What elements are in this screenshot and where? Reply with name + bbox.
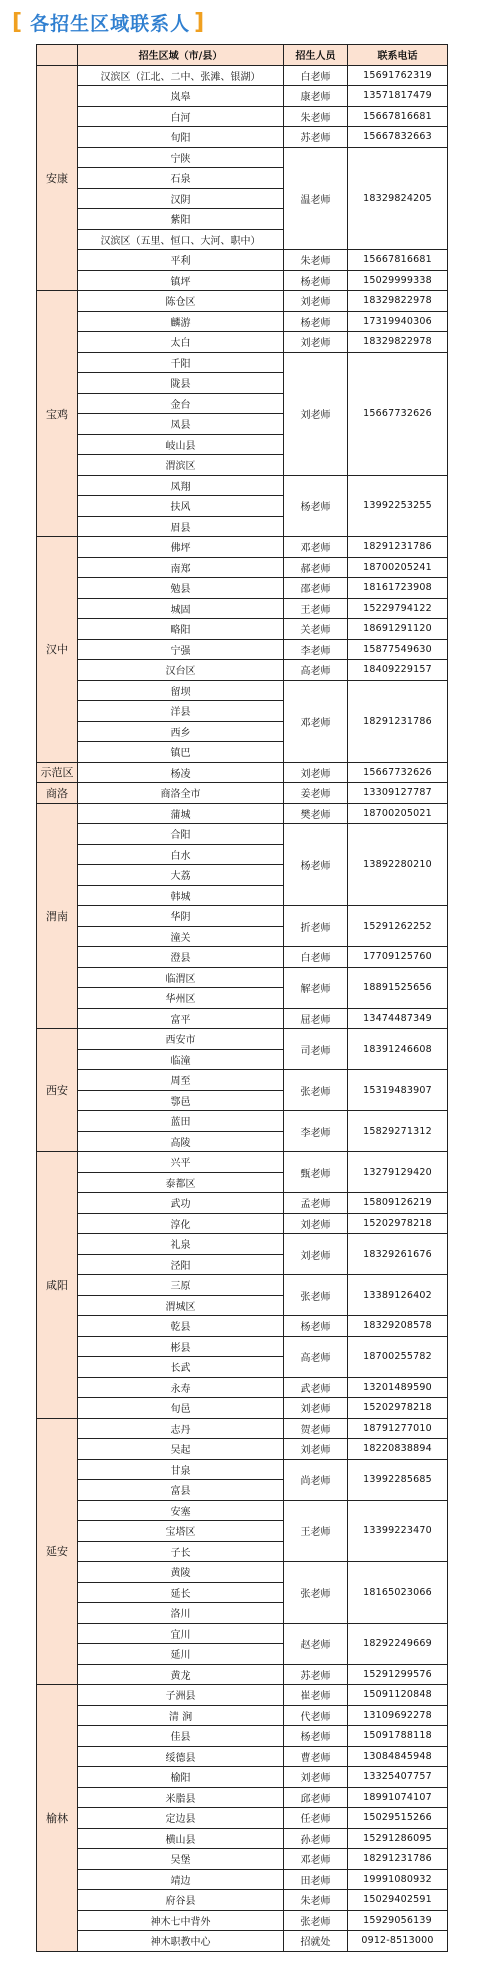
table-row [37, 475, 448, 496]
phone-cell: 15091788118 [348, 1726, 448, 1747]
table-row [37, 1910, 448, 1931]
person-cell: 解老师 [284, 967, 348, 1008]
person-cell: 苏老师 [284, 127, 348, 148]
person-cell: 刘老师 [284, 1767, 348, 1788]
person-cell: 张老师 [284, 1562, 348, 1624]
person-cell: 杨老师 [284, 270, 348, 291]
table-row [37, 1213, 448, 1234]
person-cell: 白老师 [284, 65, 348, 86]
area-cell: 城固 [78, 598, 284, 619]
person-cell: 刘老师 [284, 352, 348, 475]
area-cell: 宝塔区 [78, 1521, 284, 1542]
area-cell: 三原 [78, 1275, 284, 1296]
area-cell: 临潼 [78, 1049, 284, 1070]
phone-cell: 18329208578 [348, 1316, 448, 1337]
table-row [37, 598, 448, 619]
person-cell: 邓老师 [284, 537, 348, 558]
table-row [37, 1234, 448, 1255]
phone-cell: 15291286095 [348, 1828, 448, 1849]
page-title: 各招生区域联系人 [30, 12, 191, 35]
region-name: 安康 [37, 65, 78, 291]
header-province-corner [37, 45, 78, 66]
person-cell: 白老师 [284, 947, 348, 968]
area-cell: 渭滨区 [78, 455, 284, 476]
region-name: 延安 [37, 1418, 78, 1685]
table-row [37, 1685, 448, 1706]
area-cell: 宁强 [78, 639, 284, 660]
area-cell: 留坝 [78, 680, 284, 701]
phone-cell: 18291231786 [348, 1849, 448, 1870]
phone-cell: 13892280210 [348, 824, 448, 906]
area-cell: 清 涧 [78, 1705, 284, 1726]
person-cell: 高老师 [284, 660, 348, 681]
table-row [37, 1152, 448, 1173]
table-row [37, 578, 448, 599]
area-cell: 富县 [78, 1480, 284, 1501]
phone-cell: 18700205021 [348, 803, 448, 824]
area-cell: 凤翔 [78, 475, 284, 496]
area-cell: 金台 [78, 393, 284, 414]
person-cell: 杨老师 [284, 824, 348, 906]
phone-cell: 19991080932 [348, 1869, 448, 1890]
person-cell: 杨老师 [284, 475, 348, 537]
table-row [37, 1275, 448, 1296]
person-cell: 郝老师 [284, 557, 348, 578]
phone-cell: 15877549630 [348, 639, 448, 660]
person-cell: 赵老师 [284, 1623, 348, 1664]
person-cell: 崔老师 [284, 1685, 348, 1706]
area-cell: 周至 [78, 1070, 284, 1091]
area-cell: 府谷县 [78, 1890, 284, 1911]
region-name: 宝鸡 [37, 291, 78, 537]
area-cell: 华州区 [78, 988, 284, 1009]
phone-cell: 13279129420 [348, 1152, 448, 1193]
person-cell: 高老师 [284, 1336, 348, 1377]
header-phone: 联系电话 [348, 45, 448, 66]
title-left-bracket: [ [12, 9, 23, 35]
person-cell: 朱老师 [284, 1890, 348, 1911]
phone-cell: 15202978218 [348, 1213, 448, 1234]
table-row [37, 906, 448, 927]
table-row [37, 1623, 448, 1644]
phone-cell: 13571817479 [348, 86, 448, 107]
phone-cell: 0912-8513000 [348, 1931, 448, 1952]
area-cell: 绥德县 [78, 1746, 284, 1767]
area-cell: 临渭区 [78, 967, 284, 988]
phone-cell: 15691762319 [348, 65, 448, 86]
contact-table-body [37, 65, 448, 1951]
area-cell: 西乡 [78, 721, 284, 742]
person-cell: 刘老师 [284, 1213, 348, 1234]
area-cell: 子洲县 [78, 1685, 284, 1706]
area-cell: 鄠邑 [78, 1090, 284, 1111]
table-row [37, 127, 448, 148]
area-cell: 石泉 [78, 168, 284, 189]
area-cell: 佛坪 [78, 537, 284, 558]
person-cell: 邓老师 [284, 1849, 348, 1870]
area-cell: 甘泉 [78, 1459, 284, 1480]
person-cell: 朱老师 [284, 106, 348, 127]
person-cell: 张老师 [284, 1070, 348, 1111]
person-cell: 刘老师 [284, 762, 348, 783]
phone-cell: 18700255782 [348, 1336, 448, 1377]
phone-cell: 13309127787 [348, 783, 448, 804]
area-cell: 礼泉 [78, 1234, 284, 1255]
phone-cell: 18329822978 [348, 291, 448, 312]
area-cell: 定边县 [78, 1808, 284, 1829]
area-cell: 吴堡 [78, 1849, 284, 1870]
table-row [37, 65, 448, 86]
phone-cell: 18329261676 [348, 1234, 448, 1275]
phone-cell: 15202978218 [348, 1398, 448, 1419]
area-cell: 勉县 [78, 578, 284, 599]
person-cell: 刘老师 [284, 1439, 348, 1460]
area-cell: 紫阳 [78, 209, 284, 230]
person-cell: 刘老师 [284, 291, 348, 312]
phone-cell: 15291262252 [348, 906, 448, 947]
area-cell: 华阴 [78, 906, 284, 927]
phone-cell: 15029402591 [348, 1890, 448, 1911]
phone-cell: 13201489590 [348, 1377, 448, 1398]
area-cell: 黄陵 [78, 1562, 284, 1583]
table-row [37, 1398, 448, 1419]
table-row [37, 147, 448, 168]
phone-cell: 15091120848 [348, 1685, 448, 1706]
phone-cell: 18165023066 [348, 1562, 448, 1624]
area-cell: 洛川 [78, 1603, 284, 1624]
area-cell: 宜川 [78, 1623, 284, 1644]
table-row [37, 967, 448, 988]
area-cell: 汉阴 [78, 188, 284, 209]
table-row [37, 619, 448, 640]
person-cell: 关老师 [284, 619, 348, 640]
phone-cell: 15667816681 [348, 106, 448, 127]
table-row [37, 1664, 448, 1685]
table-row [37, 250, 448, 271]
area-cell: 澄县 [78, 947, 284, 968]
phone-cell: 18991074107 [348, 1787, 448, 1808]
phone-cell: 18292249669 [348, 1623, 448, 1664]
person-cell: 刘老师 [284, 332, 348, 353]
area-cell: 旬邑 [78, 1398, 284, 1419]
phone-cell: 15829271312 [348, 1111, 448, 1152]
area-cell: 安塞 [78, 1500, 284, 1521]
person-cell: 王老师 [284, 1500, 348, 1562]
area-cell: 延长 [78, 1582, 284, 1603]
table-row [37, 537, 448, 558]
area-cell: 合阳 [78, 824, 284, 845]
area-cell: 西安市 [78, 1029, 284, 1050]
table-row [37, 1500, 448, 1521]
table-row [37, 1746, 448, 1767]
area-cell: 大荔 [78, 865, 284, 886]
area-cell: 米脂县 [78, 1787, 284, 1808]
table-row [37, 1418, 448, 1439]
area-cell: 蒲城 [78, 803, 284, 824]
table-row [37, 824, 448, 845]
person-cell: 司老师 [284, 1029, 348, 1070]
person-cell: 张老师 [284, 1910, 348, 1931]
table-row [37, 1787, 448, 1808]
table-row [37, 106, 448, 127]
person-cell: 温老师 [284, 147, 348, 250]
area-cell: 延川 [78, 1644, 284, 1665]
phone-cell: 15667832663 [348, 127, 448, 148]
phone-cell: 15929056139 [348, 1910, 448, 1931]
region-name: 汉中 [37, 537, 78, 763]
person-cell: 甄老师 [284, 1152, 348, 1193]
area-cell: 洋县 [78, 701, 284, 722]
person-cell: 邵老师 [284, 578, 348, 599]
table-row [37, 270, 448, 291]
person-cell: 田老师 [284, 1869, 348, 1890]
table-row [37, 1070, 448, 1091]
area-cell: 神木职教中心 [78, 1931, 284, 1952]
area-cell: 韩城 [78, 885, 284, 906]
phone-cell: 15291299576 [348, 1664, 448, 1685]
area-cell: 泰都区 [78, 1172, 284, 1193]
phone-cell: 18291231786 [348, 537, 448, 558]
table-row [37, 352, 448, 373]
area-cell: 汉滨区（五里、恒口、大河、职中） [78, 229, 284, 250]
table-row [37, 557, 448, 578]
area-cell: 长武 [78, 1357, 284, 1378]
area-cell: 南郑 [78, 557, 284, 578]
area-cell: 蓝田 [78, 1111, 284, 1132]
phone-cell: 17709125760 [348, 947, 448, 968]
area-cell: 白河 [78, 106, 284, 127]
table-row [37, 1439, 448, 1460]
area-cell: 彬县 [78, 1336, 284, 1357]
person-cell: 杨老师 [284, 1316, 348, 1337]
table-row [37, 762, 448, 783]
person-cell: 贺老师 [284, 1418, 348, 1439]
area-cell: 镇巴 [78, 742, 284, 763]
table-row [37, 291, 448, 312]
table-row [37, 660, 448, 681]
phone-cell: 18891525656 [348, 967, 448, 1008]
area-cell: 商洛全市 [78, 783, 284, 804]
person-cell: 邓老师 [284, 680, 348, 762]
area-cell: 吴起 [78, 1439, 284, 1460]
phone-cell: 18291231786 [348, 680, 448, 762]
person-cell: 张老师 [284, 1275, 348, 1316]
area-cell: 渭城区 [78, 1295, 284, 1316]
region-name: 榆林 [37, 1685, 78, 1952]
table-row [37, 1562, 448, 1583]
person-cell: 招就处 [284, 1931, 348, 1952]
table-row [37, 1890, 448, 1911]
area-cell: 凤县 [78, 414, 284, 435]
area-cell: 佳县 [78, 1726, 284, 1747]
area-cell: 岚皋 [78, 86, 284, 107]
table-header-row [37, 45, 448, 66]
phone-cell: 18691291120 [348, 619, 448, 640]
person-cell: 邱老师 [284, 1787, 348, 1808]
area-cell: 志丹 [78, 1418, 284, 1439]
region-name: 西安 [37, 1029, 78, 1152]
phone-cell: 18161723908 [348, 578, 448, 599]
table-row [37, 1111, 448, 1132]
phone-cell: 13109692278 [348, 1705, 448, 1726]
table-row [37, 947, 448, 968]
phone-cell: 13992285685 [348, 1459, 448, 1500]
area-cell: 高陵 [78, 1131, 284, 1152]
table-row [37, 1193, 448, 1214]
person-cell: 康老师 [284, 86, 348, 107]
table-row [37, 680, 448, 701]
table-row [37, 803, 448, 824]
person-cell: 李老师 [284, 1111, 348, 1152]
phone-cell: 15809126219 [348, 1193, 448, 1214]
table-row [37, 1849, 448, 1870]
header-area: 招生区域（市/县） [78, 45, 284, 66]
person-cell: 杨老师 [284, 1726, 348, 1747]
area-cell: 榆阳 [78, 1767, 284, 1788]
phone-cell: 15319483907 [348, 1070, 448, 1111]
area-cell: 宁陕 [78, 147, 284, 168]
area-cell: 镇坪 [78, 270, 284, 291]
table-row [37, 1029, 448, 1050]
person-cell: 李老师 [284, 639, 348, 660]
phone-cell: 18391246608 [348, 1029, 448, 1070]
table-row [37, 1869, 448, 1890]
area-cell: 平利 [78, 250, 284, 271]
area-cell: 白水 [78, 844, 284, 865]
phone-cell: 18329822978 [348, 332, 448, 353]
title-right-bracket: ] [194, 9, 205, 35]
person-cell: 杨老师 [284, 311, 348, 332]
table-row [37, 1377, 448, 1398]
table-row [37, 86, 448, 107]
area-cell: 武功 [78, 1193, 284, 1214]
person-cell: 武老师 [284, 1377, 348, 1398]
person-cell: 屈老师 [284, 1008, 348, 1029]
phone-cell: 18329824205 [348, 147, 448, 250]
table-row [37, 1705, 448, 1726]
phone-cell: 15029515266 [348, 1808, 448, 1829]
area-cell: 富平 [78, 1008, 284, 1029]
person-cell: 尚老师 [284, 1459, 348, 1500]
area-cell: 靖边 [78, 1869, 284, 1890]
region-name: 渭南 [37, 803, 78, 1029]
table-row [37, 783, 448, 804]
table-row [37, 332, 448, 353]
person-cell: 曹老师 [284, 1746, 348, 1767]
contact-table [36, 44, 448, 1952]
phone-cell: 18791277010 [348, 1418, 448, 1439]
area-cell: 汉滨区（江北、二中、张滩、银湖） [78, 65, 284, 86]
area-cell: 眉县 [78, 516, 284, 537]
table-row [37, 1316, 448, 1337]
person-cell: 孟老师 [284, 1193, 348, 1214]
area-cell: 杨凌 [78, 762, 284, 783]
page-header [0, 0, 480, 44]
phone-cell: 18409229157 [348, 660, 448, 681]
person-cell: 折老师 [284, 906, 348, 947]
area-cell: 千阳 [78, 352, 284, 373]
area-cell: 旬阳 [78, 127, 284, 148]
phone-cell: 15667732626 [348, 762, 448, 783]
region-name: 咸阳 [37, 1152, 78, 1419]
person-cell: 姜老师 [284, 783, 348, 804]
table-row [37, 1726, 448, 1747]
header-person: 招生人员 [284, 45, 348, 66]
area-cell: 横山县 [78, 1828, 284, 1849]
phone-cell: 15667816681 [348, 250, 448, 271]
person-cell: 王老师 [284, 598, 348, 619]
area-cell: 永寿 [78, 1377, 284, 1398]
person-cell: 苏老师 [284, 1664, 348, 1685]
phone-cell: 13399223470 [348, 1500, 448, 1562]
phone-cell: 18700205241 [348, 557, 448, 578]
table-row [37, 311, 448, 332]
person-cell: 代老师 [284, 1705, 348, 1726]
table-row [37, 1336, 448, 1357]
phone-cell: 13325407757 [348, 1767, 448, 1788]
area-cell: 泾阳 [78, 1254, 284, 1275]
phone-cell: 13992253255 [348, 475, 448, 537]
phone-cell: 18220838894 [348, 1439, 448, 1460]
phone-cell: 15029999338 [348, 270, 448, 291]
area-cell: 兴平 [78, 1152, 284, 1173]
region-name: 示范区 [37, 762, 78, 783]
table-row [37, 1828, 448, 1849]
area-cell: 乾县 [78, 1316, 284, 1337]
area-cell: 黄龙 [78, 1664, 284, 1685]
person-cell: 任老师 [284, 1808, 348, 1829]
phone-cell: 13474487349 [348, 1008, 448, 1029]
table-row [37, 1808, 448, 1829]
area-cell: 神木七中背外 [78, 1910, 284, 1931]
region-name: 商洛 [37, 783, 78, 804]
person-cell: 孙老师 [284, 1828, 348, 1849]
area-cell: 陈仓区 [78, 291, 284, 312]
area-cell: 汉台区 [78, 660, 284, 681]
area-cell: 潼关 [78, 926, 284, 947]
area-cell: 岐山县 [78, 434, 284, 455]
phone-cell: 17319940306 [348, 311, 448, 332]
table-row [37, 1767, 448, 1788]
person-cell: 刘老师 [284, 1398, 348, 1419]
person-cell: 刘老师 [284, 1234, 348, 1275]
area-cell: 陇县 [78, 373, 284, 394]
area-cell: 扶风 [78, 496, 284, 517]
table-row [37, 639, 448, 660]
phone-cell: 13389126402 [348, 1275, 448, 1316]
area-cell: 淳化 [78, 1213, 284, 1234]
phone-cell: 15229794122 [348, 598, 448, 619]
table-row [37, 1008, 448, 1029]
area-cell: 子长 [78, 1541, 284, 1562]
area-cell: 太白 [78, 332, 284, 353]
table-row [37, 1459, 448, 1480]
phone-cell: 13084845948 [348, 1746, 448, 1767]
phone-cell: 15667732626 [348, 352, 448, 475]
person-cell: 樊老师 [284, 803, 348, 824]
area-cell: 略阳 [78, 619, 284, 640]
person-cell: 朱老师 [284, 250, 348, 271]
area-cell: 麟游 [78, 311, 284, 332]
table-row [37, 1931, 448, 1952]
